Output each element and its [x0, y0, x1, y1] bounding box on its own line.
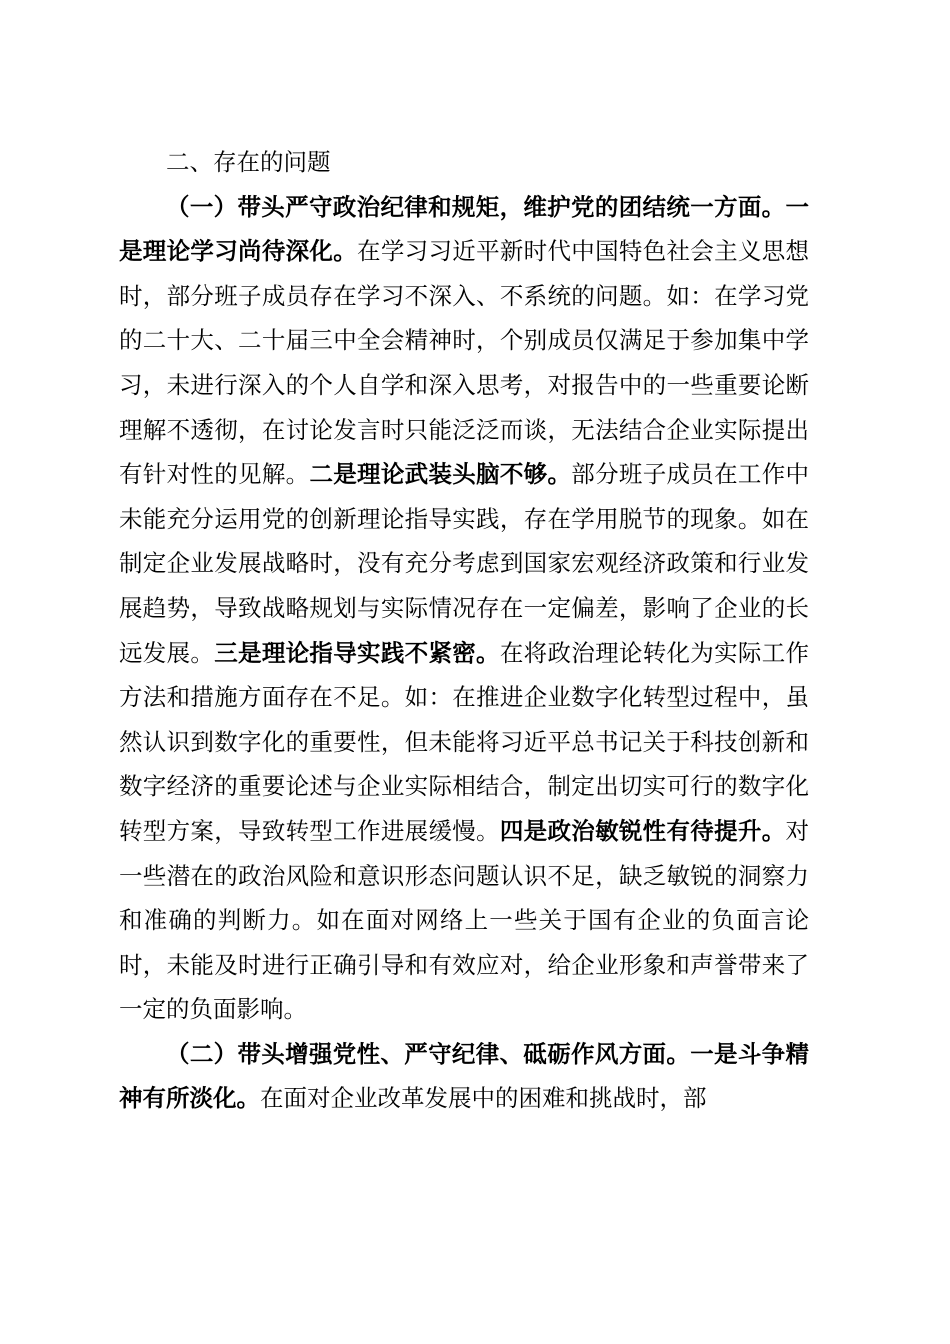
paragraph-2: [119, 1032, 809, 1121]
point-1-4-title: 四是政治敏锐性有待提升。: [499, 816, 786, 845]
point-1-1-title: 一是理论学习尚待深化。: [119, 192, 809, 266]
document-body: [119, 140, 809, 1121]
point-1-2-title: 二是理论武装头脑不够。: [309, 460, 572, 489]
point-1-1-text: 在学习习近平新时代中国特色社会主义思想时，部分班子成员存在学习不深入、不系统的问题。如：在学习党的二十大、二十届三中全会精神时，个别成员仅满足于参加集中学习，未进行深入的个人自学和深入思考，对报告中的一些重要论断理解不透彻，在讨论发言时只能泛泛而谈，无法结合企业实际提出有针对性的见解。: [119, 237, 810, 489]
paragraph-1-lead: （一）带头严守政治纪律和规矩，维护党的团结统一方面。: [166, 192, 786, 221]
point-1-4-text: 对一些潜在的政治风险和意识形态问题认识不足，缺乏敏锐的洞察力和准确的判断力。如在面对网络上一些关于国有企业的负面言论时，未能及时进行正确引导和有效应对，给企业形象和声誉带来了一定的负面影响。: [119, 816, 810, 1024]
paragraph-1: [119, 185, 809, 1032]
point-1-3-text: 在将政治理论转化为实际工作方法和措施方面存在不足。如：在推进企业数字化转型过程中，虽然认识到数字化的重要性，但未能将习近平总书记关于科技创新和数字经济的重要论述与企业实际相结合，制定出切实可行的数字化转型方案，导致转型工作进展缓慢。: [119, 638, 810, 845]
point-2-1-title: 一是斗争精神有所淡化。: [119, 1039, 810, 1113]
point-2-1-text: 在面对企业改革发展中的困难和挑战时，部: [260, 1084, 707, 1113]
point-1-2-text: 部分班子成员在工作中未能充分运用党的创新理论指导实践，存在学用脱节的现象。如在制定企业发展战略时，没有充分考虑到国家宏观经济政策和行业发展趋势，导致战略规划与实际情况存在一定偏差，影响了企业的长远发展。: [119, 460, 810, 667]
section-heading: 二、存在的问题: [166, 148, 331, 176]
point-1-3-title: 三是理论指导实践不紧密。: [214, 638, 500, 667]
paragraph-2-lead: （二）带头增强党性、严守纪律、砥砺作风方面。: [166, 1039, 691, 1068]
